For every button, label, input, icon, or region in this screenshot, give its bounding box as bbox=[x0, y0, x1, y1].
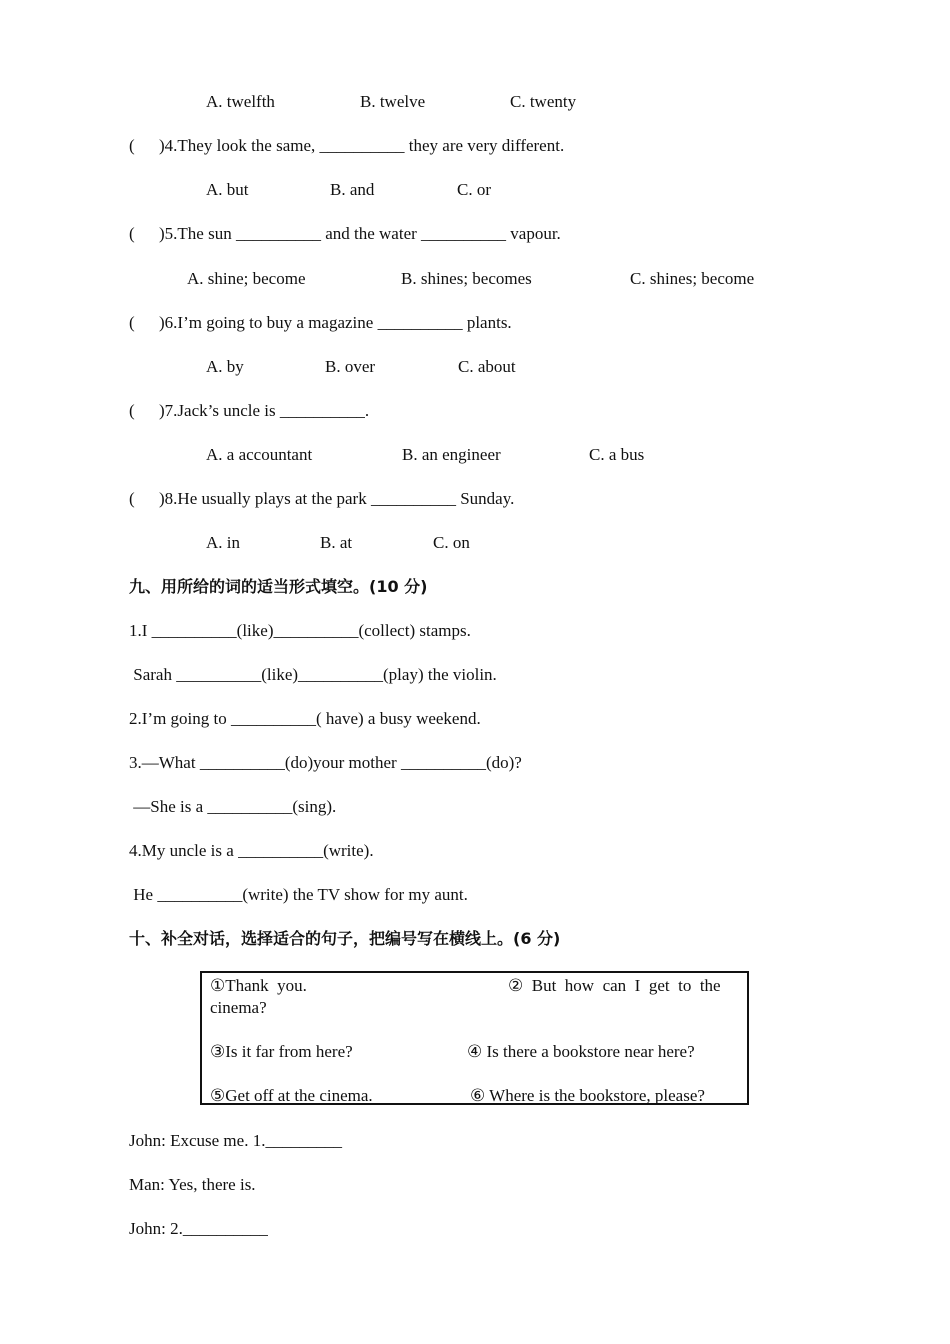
option-c: C. shines; become bbox=[630, 269, 755, 288]
question-text: )8.He usually plays at the park __________ Sunday. bbox=[159, 489, 515, 508]
fill-line: 1.I __________(like)__________(collect) stamps. bbox=[129, 621, 471, 640]
option-c: C. about bbox=[458, 357, 516, 376]
option-b: B. shines; becomes bbox=[401, 269, 532, 288]
option-b: B. over bbox=[325, 357, 376, 376]
option-a: A. in bbox=[206, 533, 240, 552]
sentence-option-5: ⑤Get off at the cinema. bbox=[210, 1086, 373, 1105]
answer-paren: ( bbox=[129, 136, 135, 155]
answer-paren: ( bbox=[129, 224, 135, 243]
question-text: )7.Jack’s uncle is __________. bbox=[159, 401, 370, 420]
option-a: A. but bbox=[206, 180, 249, 199]
q3-option-a: A. twelfth bbox=[206, 92, 275, 111]
option-b: B. an engineer bbox=[402, 445, 501, 464]
dialogue-line: Man: Yes, there is. bbox=[129, 1175, 256, 1194]
option-a: A. by bbox=[206, 357, 244, 376]
answer-paren: ( bbox=[129, 489, 135, 508]
fill-line: He __________(write) the TV show for my aunt. bbox=[129, 885, 468, 904]
fill-line: —She is a __________(sing). bbox=[129, 797, 337, 816]
sentence-option-2-continued: cinema? bbox=[210, 998, 267, 1017]
section-9-heading: 九、用所给的词的适当形式填空。(10 分) bbox=[129, 577, 428, 596]
question-text: )4.They look the same, __________ they are very different. bbox=[159, 136, 565, 155]
sentence-option-1: ①Thank you. bbox=[210, 976, 307, 995]
fill-line: 2.I’m going to __________( have) a busy weekend. bbox=[129, 709, 481, 728]
section-10-heading: 十、补全对话，选择适合的句子，把编号写在横线上。(6 分) bbox=[129, 929, 561, 948]
option-a: A. a accountant bbox=[206, 445, 313, 464]
dialogue-line: John: Excuse me. 1._________ bbox=[129, 1131, 342, 1150]
dialogue-line: John: 2.__________ bbox=[129, 1219, 268, 1238]
sentence-option-3: ③Is it far from here? bbox=[210, 1042, 353, 1061]
question-text: )5.The sun __________ and the water __________ vapour. bbox=[159, 224, 561, 243]
q3-option-c: C. twenty bbox=[510, 92, 577, 111]
sentence-option-4: ④ Is there a bookstore near here? bbox=[467, 1042, 695, 1061]
option-c: C. a bus bbox=[589, 445, 645, 464]
fill-line: Sarah __________(like)__________(play) the violin. bbox=[129, 665, 497, 684]
question-text: )6.I’m going to buy a magazine __________ plants. bbox=[159, 313, 512, 332]
option-c: C. on bbox=[433, 533, 470, 552]
fill-line: 4.My uncle is a __________(write). bbox=[129, 841, 374, 860]
answer-paren: ( bbox=[129, 313, 135, 332]
option-b: B. at bbox=[320, 533, 353, 552]
answer-paren: ( bbox=[129, 401, 135, 420]
sentence-option-6: ⑥ Where is the bookstore, please? bbox=[470, 1086, 705, 1105]
fill-line: 3.—What __________(do)your mother __________(do)? bbox=[129, 753, 522, 772]
option-a: A. shine; become bbox=[187, 269, 306, 288]
option-b: B. and bbox=[330, 180, 375, 199]
options-box bbox=[200, 971, 749, 1105]
option-c: C. or bbox=[457, 180, 491, 199]
sentence-option-2: ② But how can I get to the bbox=[508, 976, 721, 995]
q3-option-b: B. twelve bbox=[360, 92, 426, 111]
